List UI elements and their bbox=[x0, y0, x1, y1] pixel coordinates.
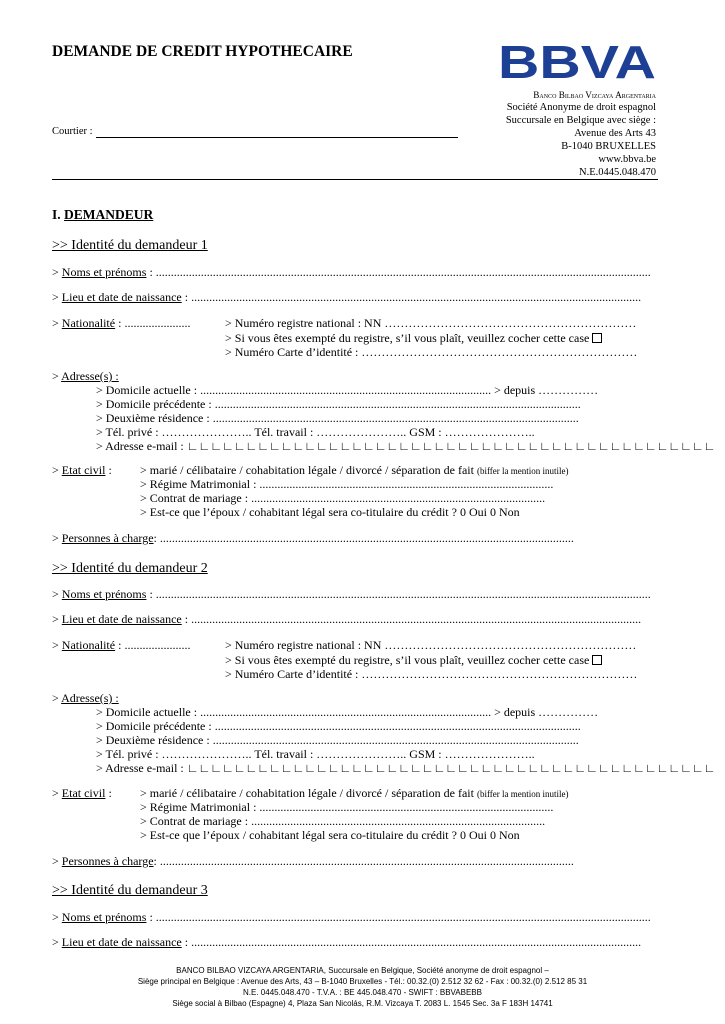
etat-civil-options[interactable]: > marié / célibataire / cohabitation légale / divorcé / séparation de fait (biffer la mention inutile) bbox=[140, 786, 569, 800]
bank-line: www.bbva.be bbox=[598, 154, 656, 165]
domicile-field[interactable]: > Domicile actuelle : ................................................................................................. > depuis …………… bbox=[96, 705, 599, 719]
bank-line: N.E.0445.048.470 bbox=[579, 167, 656, 178]
cotitulaire-choice[interactable]: > Est-ce que l’époux / cohabitant légal sera co-titulaire du crédit ? 0 Oui 0 Non bbox=[140, 828, 520, 842]
regime-field[interactable]: > Régime Matrimonial : .................................................................................................. bbox=[140, 800, 554, 814]
lieu-naissance-field[interactable]: > Lieu et date de naissance : ...................................................................................................................................................... bbox=[52, 290, 642, 304]
precedente-field[interactable]: > Domicile précédente : .......................................................................................................................... bbox=[96, 719, 581, 733]
exempt-checkbox[interactable] bbox=[592, 333, 602, 343]
footer-line: N.E. 0445.048.470 - T.V.A. : BE 445.048.470 - SWIFT : BBVABEBB bbox=[243, 988, 482, 997]
carte-field[interactable]: > Numéro Carte d’identité : …………………………………………………………… bbox=[225, 667, 638, 681]
cotitulaire-choice[interactable]: > Est-ce que l’époux / cohabitant légal sera co-titulaire du crédit ? 0 Oui 0 Non bbox=[140, 505, 520, 519]
noms-field[interactable]: > Noms et prénoms : ..................................................................................................................................................................... bbox=[52, 587, 651, 601]
bank-line: Succursale en Belgique avec siège : bbox=[505, 115, 656, 126]
carte-field[interactable]: > Numéro Carte d’identité : …………………………………………………………… bbox=[225, 345, 638, 359]
bank-line: B-1040 BRUXELLES bbox=[561, 141, 656, 152]
registre-field[interactable]: > Numéro registre national : NN ……………………………………………………… bbox=[225, 316, 637, 330]
courtier-label: Courtier : bbox=[52, 126, 93, 137]
courtier-field[interactable] bbox=[96, 137, 458, 138]
bank-line: Société Anonyme de droit espagnol bbox=[506, 102, 656, 113]
footer-line: BANCO BILBAO VIZCAYA ARGENTARIA, Succursale en Belgique, Société anonyme de droit espagnol – bbox=[176, 966, 549, 975]
etat-civil-options[interactable]: > marié / célibataire / cohabitation légale / divorcé / séparation de fait (biffer la mention inutile) bbox=[140, 463, 569, 477]
footer-line: Siège principal en Belgique : Avenue des Arts, 43 – B-1040 Bruxelles - Tél.: 00.32.(0) 2.512 32 62 - Fax : 00.32.(0) 2.512 85 31 bbox=[137, 977, 588, 986]
etat-civil-label: > Etat civil : bbox=[52, 463, 112, 477]
page-title: DEMANDE DE CREDIT HYPOTHECAIRE bbox=[52, 43, 353, 60]
email-field[interactable]: > Adresse e-mail : ∟∟∟∟∟∟∟∟∟∟∟∟∟∟∟∟∟∟∟∟∟∟∟∟∟∟∟∟∟∟∟∟∟∟∟∟∟∟∟∟∟∟∟∟∟ bbox=[96, 439, 716, 453]
contrat-field[interactable]: > Contrat de mariage : .................................................................................................. bbox=[140, 491, 546, 505]
nationalite-field[interactable]: > Nationalité : ...................... bbox=[52, 316, 191, 330]
bank-name: Banco Bilbao Vizcaya Argentaria bbox=[533, 90, 656, 100]
etat-civil-label: > Etat civil : bbox=[52, 786, 112, 800]
adresses-label: > Adresse(s) : bbox=[52, 369, 119, 383]
regime-field[interactable]: > Régime Matrimonial : .................................................................................................. bbox=[140, 477, 554, 491]
email-field[interactable]: > Adresse e-mail : ∟∟∟∟∟∟∟∟∟∟∟∟∟∟∟∟∟∟∟∟∟∟∟∟∟∟∟∟∟∟∟∟∟∟∟∟∟∟∟∟∟∟∟∟∟ bbox=[96, 761, 716, 775]
footer-line: Siège social à Bilbao (Espagne) 4, Plaza San Nicolás, R.M. Vizcaya T. 2083 L. 1545 Sec. 3a F 183H 14741 bbox=[172, 999, 553, 1008]
tel-field[interactable]: > Tél. privé : ………………….. Tél. travail : ………………….. GSM : ………………….. bbox=[96, 747, 535, 761]
contrat-field[interactable]: > Contrat de mariage : .................................................................................................. bbox=[140, 814, 546, 828]
section-heading: I. DEMANDEUR bbox=[52, 207, 154, 222]
adresses-label: > Adresse(s) : bbox=[52, 691, 119, 705]
precedente-field[interactable]: > Domicile précédente : .......................................................................................................................... bbox=[96, 397, 581, 411]
deuxieme-field[interactable]: > Deuxième résidence : .......................................................................................................................... bbox=[96, 733, 579, 747]
bank-line: Avenue des Arts 43 bbox=[574, 128, 656, 139]
demandeur-2-heading: >> Identité du demandeur 2 bbox=[52, 561, 208, 576]
lieu-naissance-field[interactable]: > Lieu et date de naissance : ...................................................................................................................................................... bbox=[52, 612, 642, 626]
registre-field[interactable]: > Numéro registre national : NN ……………………………………………………… bbox=[225, 638, 637, 652]
noms-field[interactable]: > Noms et prénoms : ..................................................................................................................................................................... bbox=[52, 265, 651, 279]
deuxieme-field[interactable]: > Deuxième résidence : .......................................................................................................................... bbox=[96, 411, 579, 425]
noms-field[interactable]: > Noms et prénoms : ..................................................................................................................................................................... bbox=[52, 910, 651, 924]
tel-field[interactable]: > Tél. privé : ………………….. Tél. travail : ………………….. GSM : ………………….. bbox=[96, 425, 535, 439]
nationalite-field[interactable]: > Nationalité : ...................... bbox=[52, 638, 191, 652]
svg-text:BBVA: BBVA bbox=[498, 42, 656, 82]
personnes-field[interactable]: > Personnes à charge: .......................................................................................................................................... bbox=[52, 531, 574, 545]
personnes-field[interactable]: > Personnes à charge: .......................................................................................................................................... bbox=[52, 854, 574, 868]
header-divider bbox=[52, 179, 658, 180]
demandeur-1-heading: >> Identité du demandeur 1 bbox=[52, 238, 208, 253]
exempt-checkbox[interactable] bbox=[592, 655, 602, 665]
lieu-naissance-field[interactable]: > Lieu et date de naissance : ...................................................................................................................................................... bbox=[52, 935, 642, 949]
exempt-checkbox-row[interactable]: > Si vous êtes exempté du registre, s’il vous plaît, veuillez cocher cette case bbox=[225, 653, 602, 668]
domicile-field[interactable]: > Domicile actuelle : ................................................................................................. > depuis …………… bbox=[96, 383, 599, 397]
bbva-logo bbox=[498, 42, 658, 82]
exempt-checkbox-row[interactable]: > Si vous êtes exempté du registre, s’il vous plaît, veuillez cocher cette case bbox=[225, 331, 602, 346]
demandeur-3-heading: >> Identité du demandeur 3 bbox=[52, 883, 208, 898]
